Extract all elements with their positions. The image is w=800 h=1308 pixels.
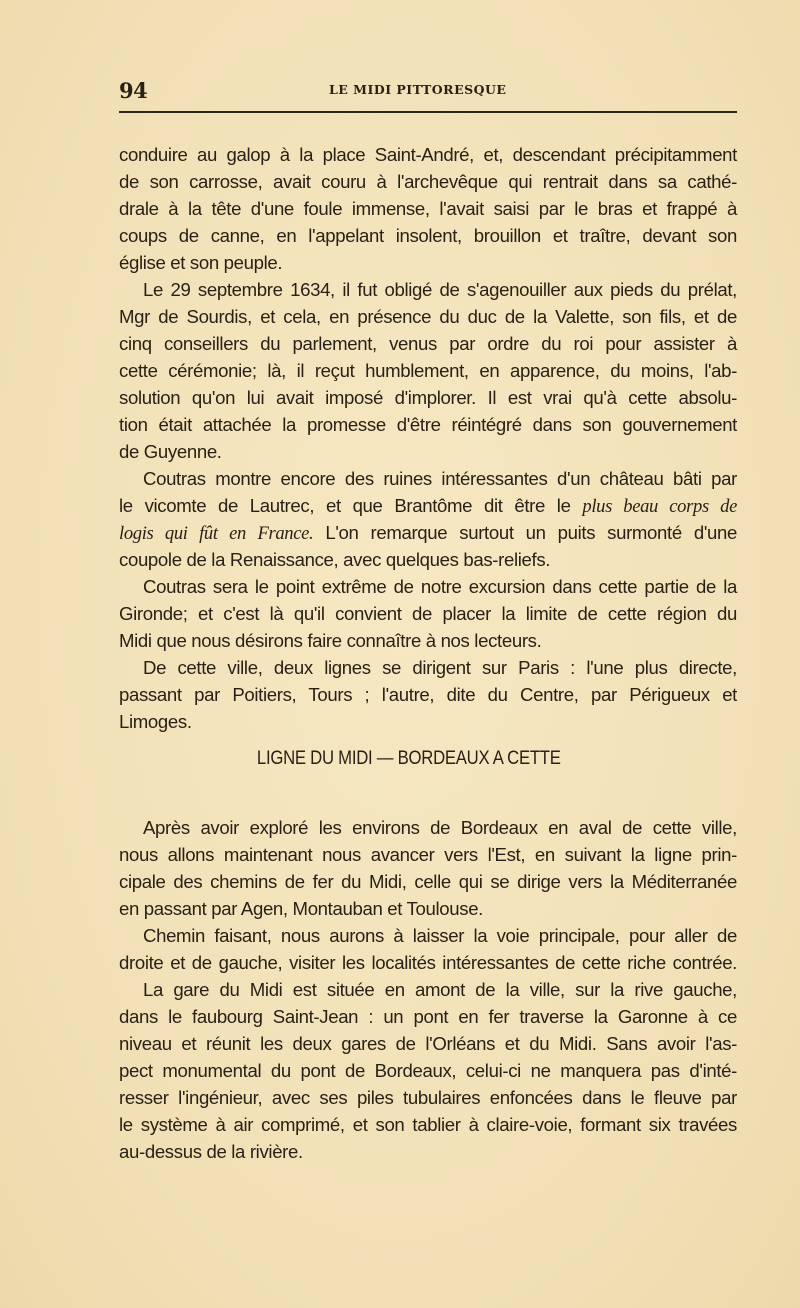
text-line: conduire au galop à la place Saint-André, et, descendant précipitamment [119, 144, 737, 165]
text-line: Chemin faisant, nous aurons à laisser la voie principale, pour aller de [143, 925, 737, 946]
text-line: de son carrosse, avait couru à l'archevêque qui rentrait dans sa cathé- [119, 171, 737, 192]
text-line: droite et de gauche, visiter les localités intéressantes de cette riche contrée. [119, 952, 737, 973]
text-line: nous allons maintenant nous avancer vers l'Est, en suivant la ligne prin- [119, 844, 737, 865]
text-line: Coutras montre encore des ruines intéressantes d'un château bâti par [143, 468, 737, 489]
page-number: 94 [119, 78, 148, 103]
text-line: cipale des chemins de fer du Midi, celle qui se dirige vers la Méditerranée [119, 871, 737, 892]
text-line: en passant par Agen, Montauban et Toulouse. [119, 898, 483, 919]
header-rule [119, 111, 737, 113]
text-line: niveau et réunit les deux gares de l'Orléans et du Midi. Sans avoir l'as- [119, 1033, 737, 1054]
text-line: Limoges. [119, 711, 192, 732]
paragraph [119, 276, 737, 465]
body-text-before-section [119, 141, 737, 735]
text-line: église et son peuple. [119, 252, 283, 273]
paragraph [119, 654, 737, 735]
text-line: Coutras sera le point extrême de notre excursion dans cette partie de la [143, 576, 737, 597]
running-head [119, 78, 738, 102]
italic-quote: logis qui fût en France. [119, 523, 314, 544]
italic-quote: plus beau corps de [582, 496, 737, 517]
text-line: Midi que nous désirons faire connaître à nos lecteurs. [119, 630, 542, 651]
text-line: coupole de la Renaissance, avec quelques bas-reliefs. [119, 549, 551, 570]
text-line [119, 519, 737, 546]
text-line: drale à la tête d'une foule immense, l'avait saisi par le bras et frappé à [119, 198, 737, 219]
paragraph [119, 976, 737, 1165]
text-line: cinq conseillers du parlement, venus par ordre du roi pour assister à [119, 333, 737, 354]
body-text-after-section [119, 814, 737, 1165]
section-title: LIGNE DU MIDI — BORDEAUX A CETTE [256, 748, 561, 769]
text-line: passant par Poitiers, Tours ; l'autre, dite du Centre, par Périgueux et [119, 684, 737, 705]
text-line: dans le faubourg Saint-Jean : un pont en fer traverse la Garonne à ce [119, 1006, 737, 1027]
paragraph [119, 573, 737, 654]
text-line: le système à air comprimé, et son tablier à claire-voie, formant six travées [119, 1114, 737, 1135]
paragraph [119, 465, 737, 573]
text-fragment: le vicomte de Lautrec, et que Brantôme dit être le [119, 495, 583, 516]
text-line: pect monumental du pont de Bordeaux, celui-ci ne manquera pas d'inté- [119, 1060, 737, 1081]
paragraph [119, 141, 737, 276]
text-line: Gironde; et c'est là qu'il convient de placer la limite de cette région du [119, 603, 737, 624]
text-fragment: L'on remarque surtout un puits surmonté d'une [313, 522, 738, 543]
text-line: solution qu'on lui avait imposé d'implorer. Il est vrai qu'à cette absolu- [119, 387, 737, 408]
text-line: Le 29 septembre 1634, il fut obligé de s'agenouiller aux pieds du prélat, [143, 279, 737, 300]
running-title: LE MIDI PITTORESQUE [329, 82, 507, 97]
text-line: de Guyenne. [119, 441, 222, 462]
text-line: tion était attachée la promesse d'être réintégré dans son gouvernement [119, 414, 737, 435]
paragraph [119, 814, 737, 922]
text-line: resser l'ingénieur, avec ses piles tubulaires enfoncées dans le fleuve par [119, 1087, 737, 1108]
text-line: Après avoir exploré les environs de Bordeaux en aval de cette ville, [143, 817, 737, 838]
text-line: Mgr de Sourdis, et cela, en présence du duc de la Valette, son fils, et de [119, 306, 737, 327]
text-line: coups de canne, en l'appelant insolent, brouillon et traître, devant son [119, 225, 737, 246]
text-line [119, 492, 737, 519]
text-line: cette cérémonie; là, il reçut humblement, en apparence, du moins, l'ab- [119, 360, 737, 381]
text-line: au-dessus de la rivière. [119, 1141, 303, 1162]
text-line: De cette ville, deux lignes se dirigent sur Paris : l'une plus directe, [143, 657, 737, 678]
paragraph [119, 922, 737, 976]
text-line: La gare du Midi est située en amont de la ville, sur la rive gauche, [143, 979, 737, 1000]
